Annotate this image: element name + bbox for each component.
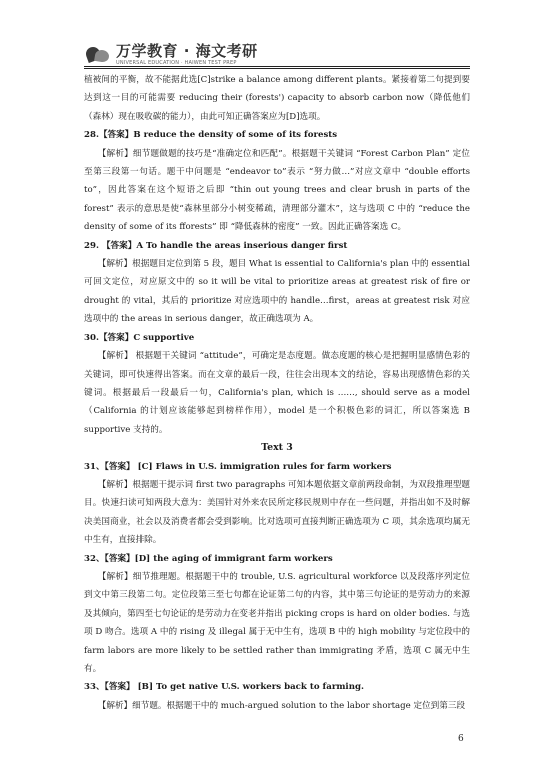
answer-heading: 28.【答案】B reduce the density of some of its forests <box>84 130 338 141</box>
paragraph: 植被间的平衡，故不能据此选[C]strike a balance among different plants。紧接着第二句提到要达到这一目的可能需要 reducing their (forests') capacity to absorb carbon now（降低他们（森林）现在吸收碳的能力），由此可知正确答案应为[D]选项。 <box>84 75 470 122</box>
answer-heading: 29. 【答案】A To handle the areas inserious danger first <box>84 240 348 251</box>
header-rule-thin <box>84 68 470 69</box>
logo-icon <box>84 44 112 66</box>
answer-heading: 30.【答案】C supportive <box>84 332 195 343</box>
explanation-paragraph: 【解析】细节题。根据题干中的 much-argued solution to the labor shortage 定位到第三段 <box>97 700 466 711</box>
logo-text-en: UNIVERSAL EDUCATION · HAIWEN TEST PREP <box>116 60 237 66</box>
header-logo <box>84 44 258 66</box>
answer-heading: 33、【答案】 [B] To get native U.S. workers back to farming. <box>84 682 364 693</box>
header-rule <box>84 66 470 67</box>
explanation-paragraph: 【解析】根据题干提示词 first two paragraphs 可知本题依据文章前两段命制，为双段推理型题目。快速扫读可知两段大意为：美国针对外来农民所定移民规则中存在一些问题，并指出如不及时解决美国商业，社会以及消费者都会受到影响。比对选项可直接判断正确选项为 C 项，其余选项均属无中生有，直接排除。 <box>84 479 470 546</box>
answer-heading: 31、【答案】 [C] Flaws in U.S. immigration rules for farm workers <box>84 461 392 472</box>
section-title: Text 3 <box>261 442 293 454</box>
page-number: 6 <box>458 734 464 744</box>
logo-text-cn: 万学教育 · 海文考研 <box>116 42 258 60</box>
explanation-paragraph: 【解析】细节推理题。根据题干中的 trouble, U.S. agricultural workforce 以及段落序列定位到文中第三段第二句。定位段第三至七句都在论证第二句的内容，其中第三句论证的是劳动力的来源及其倾向，第四至七句论证的是劳动力在变老并指出 picking crops is hard on older bodies. 与选项 D 吻合。选项 A 中的 rising 及 illegal 属于无中生有，选项 B 中的 high mobility 与定位段中的 farm labors are more likely to be settled rather than immigrating 矛盾，选项 C 属无中生有。 <box>84 571 470 674</box>
answer-heading: 32、【答案】[D] the aging of immigrant farm workers <box>84 553 333 564</box>
explanation-paragraph: 【解析】 根据题干关键词 “attitude”，可确定是态度题。做态度题的核心是把握明显感情色彩的关键词，即可快速得出答案。而在文章的最后一段，往往会出现本文的结论，容易出现感情色彩的关键词。根据最后一段最后一句，California's plan, which is ……, should serve as a model （California 的计划应该能够起到榜样作用），model 是一个积极色彩的词汇，所以答案选 B supportive 支持的。 <box>84 351 470 435</box>
explanation-paragraph: 【解析】根据题目定位到第 5 段，题目 What is essential to California's plan 中的 essential 可回文定位，对应原文中的 so it will be vital to prioritize areas at greatest risk of fire or drought 的 vital，其后的 prioritize 对应选项中的 handle…first，areas at greatest risk 对应选项中的 the areas in serious danger，故正确选项为 A。 <box>84 259 470 325</box>
document-body <box>84 71 470 715</box>
explanation-paragraph: 【解析】细节题做题的技巧是“准确定位和匹配”。根据题干关键词 “Forest Carbon Plan” 定位至第三段第一句话。题干中问题是 “endeavor to”表示 “努力做…”对应文章中 “double efforts to”，因此答案在这个短语之后即 “thin out young trees and clear brush in parts of the forest” 表示的意思是使“森林里部分小树变稀疏，清理部分灌木”，这与选项 C 中的 “reduce the density of some of its fforests” 即 “降低森林的密度” 一致。因此正确答案选 C。 <box>84 148 470 233</box>
